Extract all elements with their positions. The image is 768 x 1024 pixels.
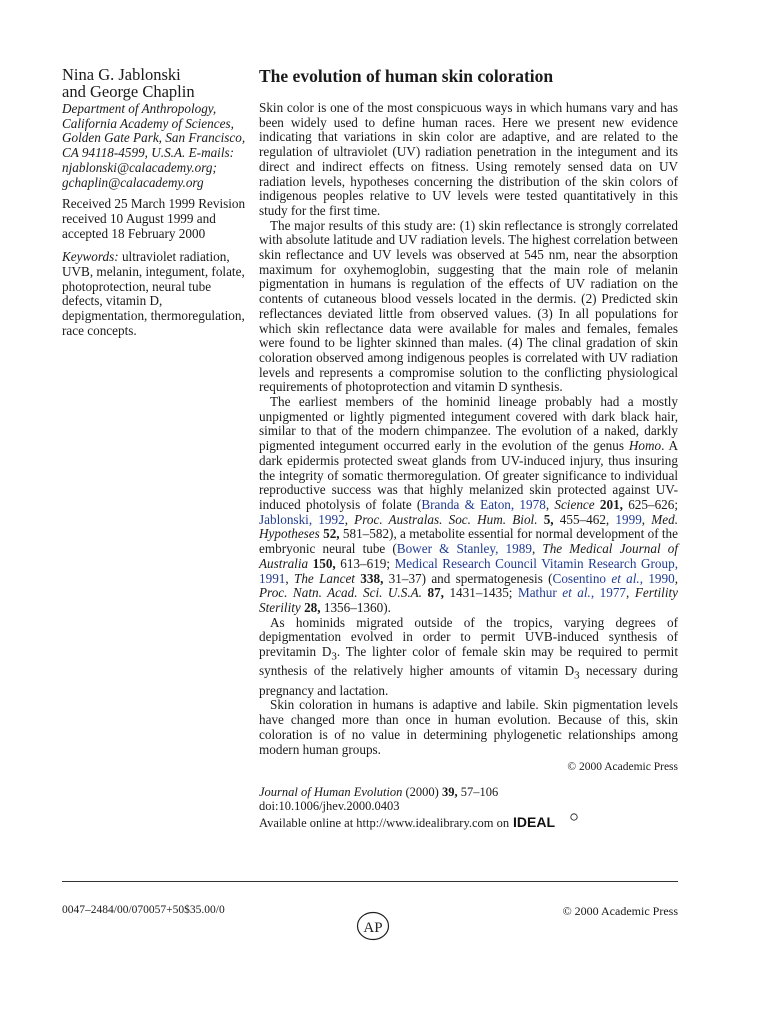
abstract-copyright: © 2000 Academic Press: [567, 761, 678, 774]
received-dates: Received 25 March 1999 Revision received 10 August 1999 and accepted 18 February 2000: [62, 196, 246, 241]
abstract-paragraph-1: Skin color is one of the most conspicuous ways in which humans vary and has been widely used to define human races. Here we present new evidence indicating that variations in skin color are adaptive, and are related to the regulation of ultraviolet (UV) radiation penetration in the integument and its direct and indirect effects on fitness. Using remotely sensed data on UV radiation levels, hypotheses concerning the distribution of the skin colors of indigenous peoples relative to UV levels were tested quantitatively in this study for the first time.: [259, 100, 678, 218]
article-title: The evolution of human skin coloration: [259, 66, 554, 86]
ref-link-mrc[interactable]: Medical Research Council Vitamin Research Group, 1991: [259, 555, 678, 586]
ref-link-cosentino[interactable]: Cosentino et al., 1990: [552, 570, 675, 586]
author-line-2: and George Chaplin: [62, 82, 195, 101]
journal-reference: Journal of Human Evolution (2000) 39, 57–106 doi:10.1006/jhev.2000.0403 Available online at http://www.idealibrary.com on IDEAL: [259, 785, 678, 834]
footer-rule: [62, 881, 678, 882]
abstract-paragraph-4: As hominids migrated outside of the tropics, varying degrees of depigmentation evolved in order to permit UVB-induced synthesis of previtamin $D_3$. The lighter color of female skin may be required to permit synthesis of the relatively higher amounts of vitamin $D_3$ necessary during pregnancy and lactation.: [259, 614, 679, 698]
ref-link-mathur[interactable]: Mathur et al., 1977: [517, 585, 627, 601]
abstract-paragraph-3: The earliest members of the hominid lineage probably had a mostly unpigmented or lightly pigmented integument covered with dark black hair, similar to that of the modern chimpanzee. The evolution of a naked, darkly pigmented integument occurred early in the evolution of the genus Homo. A dark epidermis protected sweat glands from UV-induced injury, thus insuring the integrity of somatic thermoregulation. Of greater significance to individual reproductive success was that highly melanized skin protected against UV-induced photolysis of folate (Branda & Eaton, 1978, Science 201, 625–626; Jablonski, 1992, Proc. Australas. Soc. Hum. Biol. 5, 455–462, 1999, Med. Hypotheses 52, 581–582), a metabolite essential for normal development of the embryonic neural tube (Bower & Stanley, 1989, The Medical Journal of Australia 150, 613–619; Medical Research Council Vitamin Research Group, 1991, The Lancet 338, 31–37) and spermatogenesis (Cosentino et al., 1990, Proc. Natn. Acad. Sci. U.S.A. 87, 1431–1435; Mathur et al., 1977, Fertility Sterility 28, 1356–1360).: [259, 394, 679, 615]
ideal-logo-icon: [513, 813, 579, 834]
author-sidebar: [62, 66, 246, 339]
author-names: [62, 66, 246, 100]
ref-link-1999[interactable]: 1999: [615, 511, 642, 527]
footer-code: 0047–2484/00/070057+50$35.00/0: [62, 904, 225, 916]
abstract-paragraph-2: The major results of this study are: (1) skin reflectance is strongly correlated with absolute latitude and UV radiation levels. The highest correlation between skin reflectance and UV levels was observed at 545 nm, near the absorption maximum for oxyhemoglobin, suggesting that the main role of melanin pigmentation in humans is regulation of the effects of UV radiation on the contents of cutaneous blood vessels located in the dermis. (2) Predicted skin reflectances deviated little from observed values. (3) In all populations for which skin reflectance data were available for males and females, females were found to be lighter skinned than males. (4) The clinal gradation of skin coloration observed among indigenous peoples is correlated with UV radiation levels and represents a compromise solution to the conflicting physiological requirements of photoprotection and vitamin D synthesis.: [259, 217, 678, 395]
keywords-list: ultraviolet radiation, UVB, melanin, integument, folate, photoprotection, neural tube defects, vitamin D, depigmentation, thermoregulation, race concepts.: [62, 249, 245, 338]
online-availability: Available online at http://www.idealibrary.com on: [259, 815, 510, 830]
affiliation: Department of Anthropology, California Academy of Sciences, Golden Gate Park, San Francisco, CA 94118-4599, U.S.A. E-mails: njablonski@calacademy.org; gchaplin@calacademy.org: [62, 101, 246, 190]
ap-logo-icon: [356, 911, 390, 946]
doi: doi:10.1006/jhev.2000.0403: [259, 798, 400, 813]
keywords: [62, 250, 246, 338]
abstract-paragraph-5: Skin coloration in humans is adaptive and labile. Skin pigmentation levels have changed more than once in human evolution. Because of this, skin coloration is of no value in determining phylogenetic relationships among modern human groups.: [259, 697, 678, 757]
article-main: [259, 66, 678, 834]
journal-name: Journal of Human Evolution: [259, 784, 403, 799]
svg-text:IDEAL: IDEAL: [513, 813, 556, 830]
abstract: [259, 101, 678, 757]
svg-text:AP: AP: [363, 920, 383, 936]
ref-link-jablonski-1992[interactable]: Jablonski, 1992: [259, 511, 345, 527]
author-line-1: Nina G. Jablonski: [62, 65, 181, 84]
ref-link-bower[interactable]: Bower & Stanley, 1989: [396, 541, 532, 557]
ref-link-branda[interactable]: Branda & Eaton, 1978: [421, 496, 546, 512]
keywords-label: Keywords:: [62, 249, 119, 265]
footer-copyright: © 2000 Academic Press: [562, 904, 678, 918]
